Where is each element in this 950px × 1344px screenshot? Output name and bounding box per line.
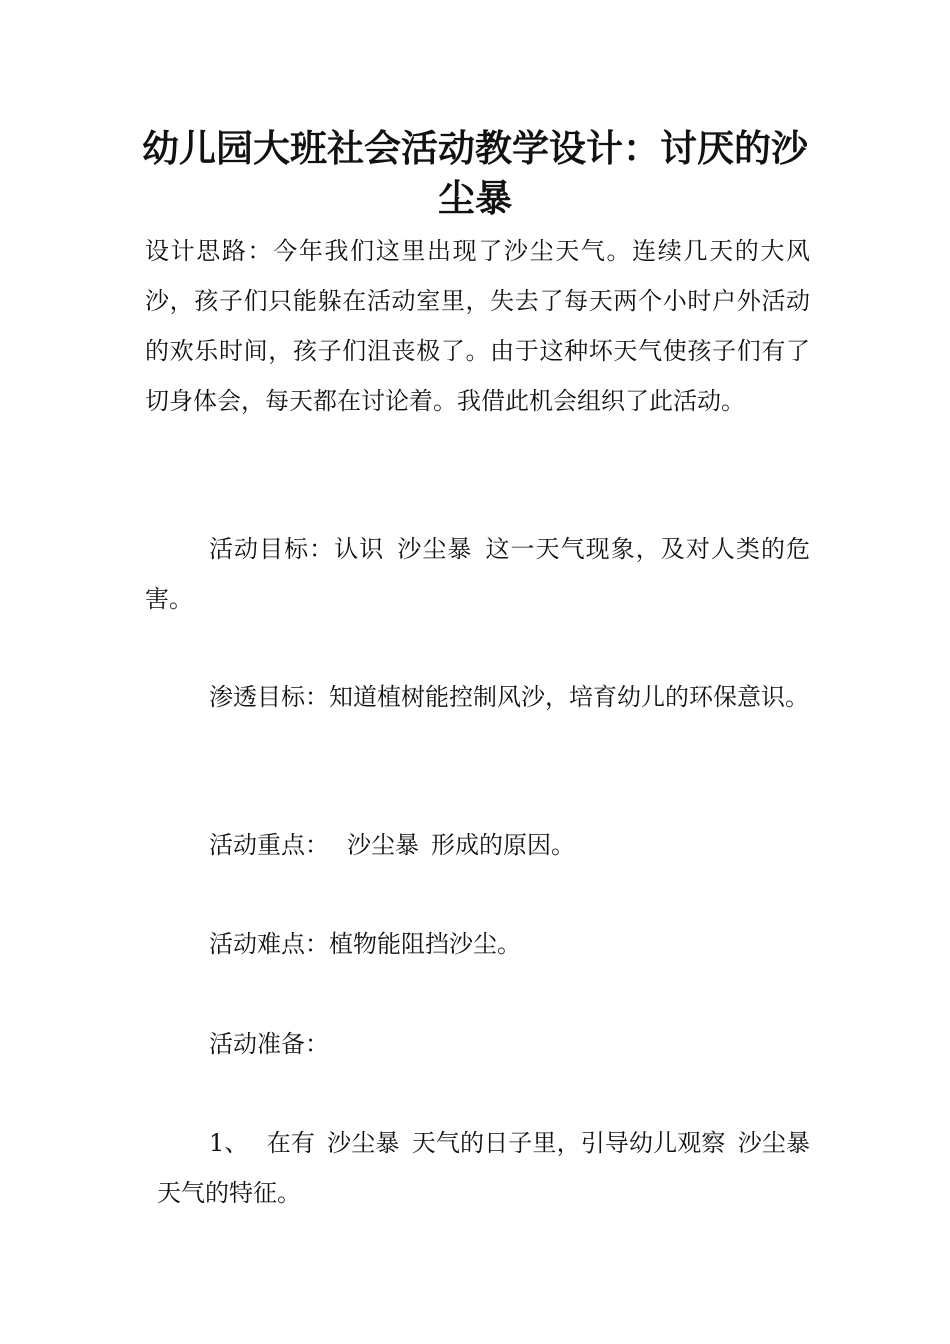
text-segment: 沙尘暴 xyxy=(737,1129,811,1157)
paragraph-design-idea: 设计思路：今年我们这里出现了沙尘天气。连续几天的大风沙，孩子们只能躲在活动室里，失去了每天两个小时户外活动的欢乐时间，孩子们沮丧极了。由于这种坏天气使孩子们有了切身体会，每天都在讨论着。我借此机会组织了此活动。 xyxy=(145,237,810,415)
text-segment: 活动目标：认识 xyxy=(209,535,385,563)
document-title: 幼儿园大班社会活动教学设计：讨厌的沙尘暴 xyxy=(142,127,808,220)
text-segment: 天气的日子里，引导幼儿观察 xyxy=(411,1129,726,1157)
text-segment: 这一天气现象，及对人类的危害。 xyxy=(145,535,811,613)
list-number: 1、 xyxy=(209,1129,249,1157)
paragraph-activity-goal xyxy=(145,524,810,624)
paragraph-preparation-item-1 xyxy=(145,1118,810,1218)
paragraph-key-point xyxy=(145,820,810,870)
text-segment: 在有 xyxy=(266,1129,315,1157)
text-segment: 活动重点： xyxy=(209,831,329,859)
text-segment: 沙尘暴 xyxy=(347,831,419,859)
text-segment: 天气的特征。 xyxy=(157,1179,301,1207)
text-segment: 沙尘暴 xyxy=(327,1129,400,1157)
paragraph-difficulty: 活动难点：植物能阻挡沙尘。 xyxy=(209,930,521,958)
text-segment: 沙尘暴 xyxy=(396,535,473,563)
text-segment: 形成的原因。 xyxy=(431,831,575,859)
paragraph-preparation: 活动准备： xyxy=(209,1030,329,1058)
paragraph-infiltration-goal: 渗透目标：知道植树能控制风沙，培育幼儿的环保意识。 xyxy=(209,683,809,711)
